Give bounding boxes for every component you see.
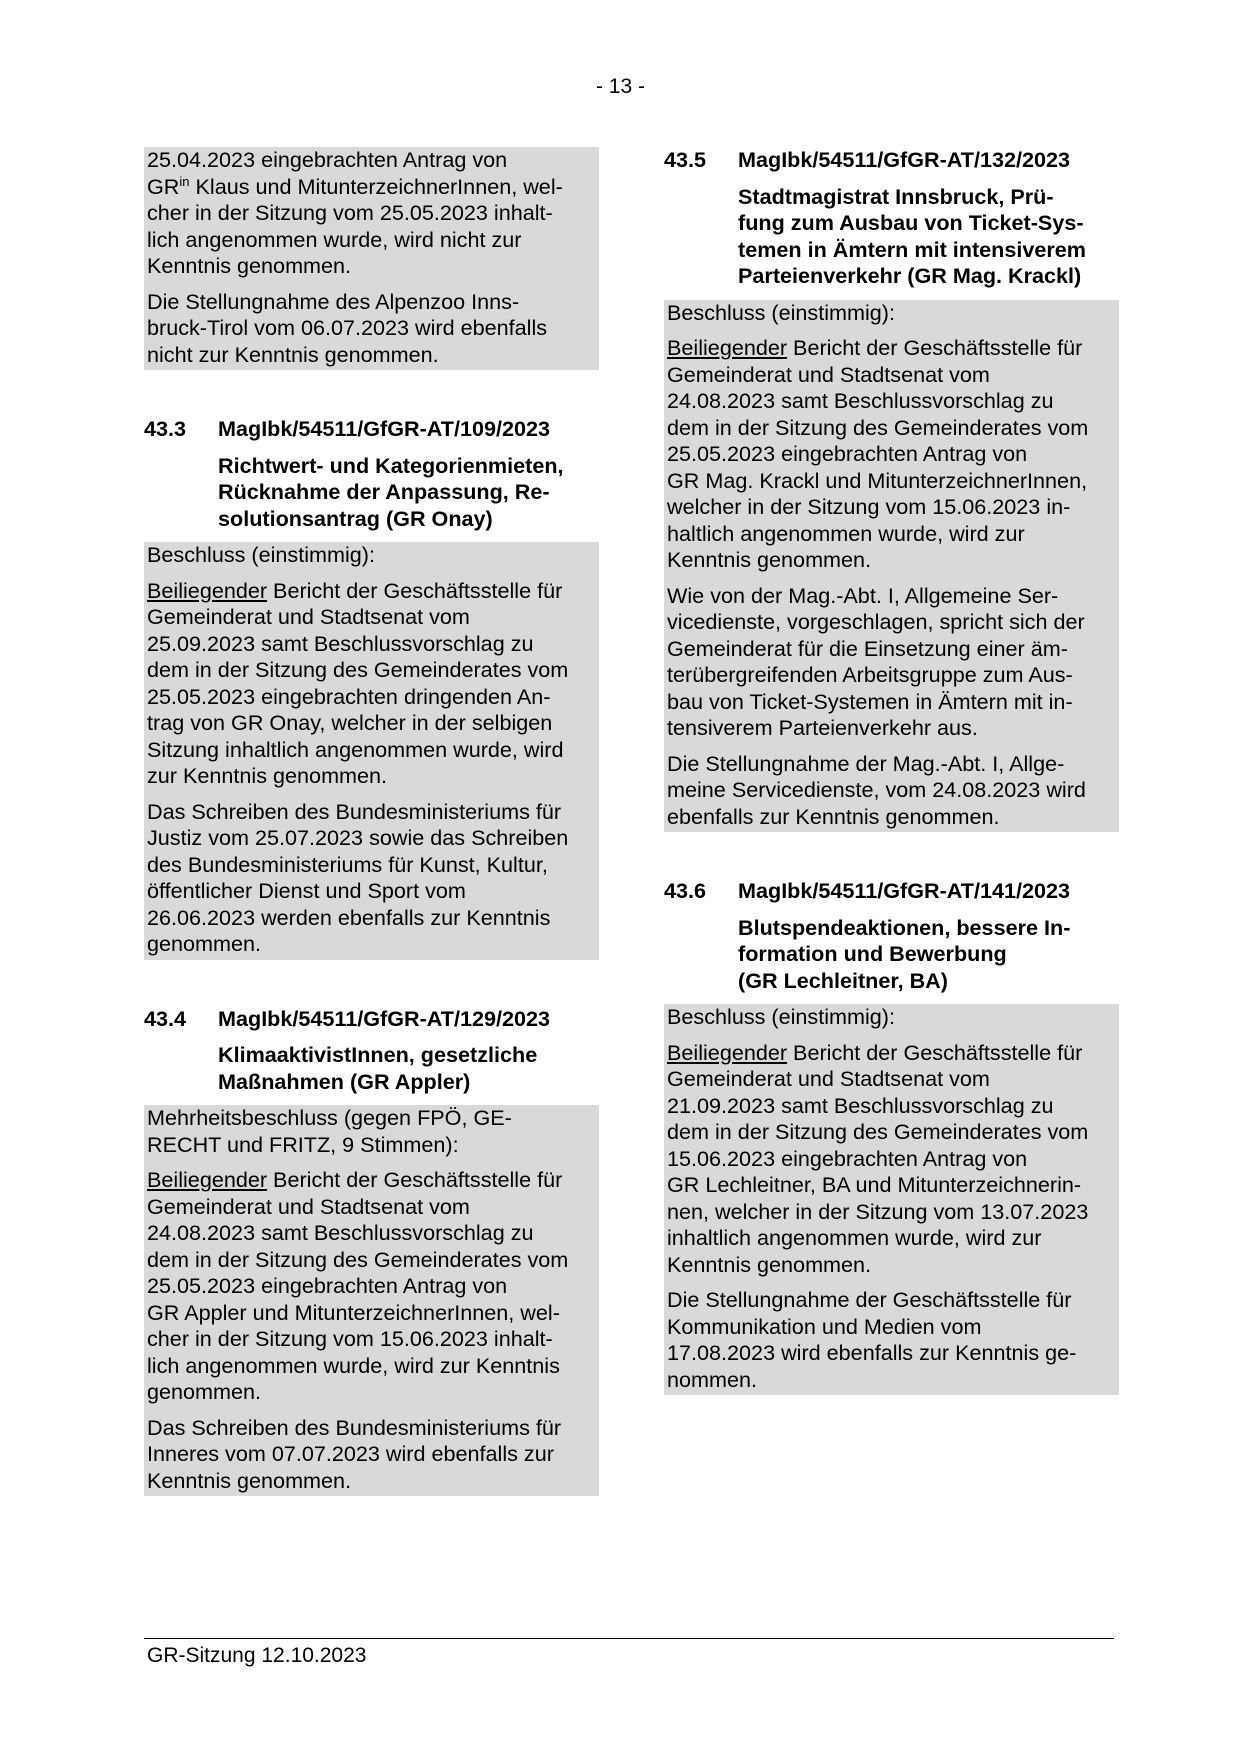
section-43-6-decision-box xyxy=(664,1004,1119,1395)
section-43-6-title: Blutspendeaktionen, bessere In- formation und Bewerbung (GR Lechleitner, BA) xyxy=(738,914,1071,993)
section-43-4-heading xyxy=(144,1006,599,1033)
underlined-word: Beiliegender xyxy=(667,335,788,360)
decision-label: Beschluss (einstimmig): xyxy=(667,299,895,325)
decision-paragraph-2: Wie von der Mag.-Abt. I, Allgemeine Ser- vicedienste, vorgeschlagen, spricht sich der Gemeinderat für die Einsetzung einer äm- terübergreifenden Arbeitsgruppe zum Aus- bau von Ticket-Systemen in Ämtern mit in- tensiverem Parteienverkehr aus. xyxy=(667,582,1085,740)
page-number: - 13 - xyxy=(595,75,645,98)
decision-label: Mehrheitsbeschluss (gegen FPÖ, GE- RECHT und FRITZ, 9 Stimmen): xyxy=(147,1105,512,1157)
paragraph-text: Bericht der Geschäftsstelle für Gemeinderat und Stadtsenat vom 21.09.2023 samt Beschlussvorschlag zu dem in der Sitzung des Gemeinderates vom 15.06.2023 eingebrachten Antrag von GR Lechleitner, BA und Mitunterzeichnerin- nen, welcher in der Sitzung vom 13.07.2023 inhaltlich angenommen wurde, wird zur Kenntnis genommen. xyxy=(667,1039,1089,1277)
decision-paragraph-2: Das Schreiben des Bundesministeriums für Justiz vom 25.07.2023 sowie das Schreiben des Bundesministeriums für Kunst, Kultur, öffentlicher Dienst und Sport vom 26.06.2023 werden ebenfalls zur Kenntnis genommen. xyxy=(147,798,569,956)
underlined-word: Beiliegender xyxy=(147,1167,268,1192)
right-column xyxy=(664,147,1119,1395)
decision-paragraph-3: Die Stellungnahme der Mag.-Abt. I, Allge- meine Servicedienste, vom 24.08.2023 wird ebenfalls zur Kenntnis genommen. xyxy=(667,750,1086,829)
continued-text-a: 25.04.2023 eingebrachten Antrag von GR xyxy=(147,147,508,199)
section-43-3-title: Richtwert- und Kategorienmieten, Rücknahme der Anpassung, Re- solutionsantrag (GR Onay) xyxy=(218,452,564,531)
decision-paragraph-2: Das Schreiben des Bundesministeriums für Inneres vom 07.07.2023 wird ebenfalls zur Kenntnis genommen. xyxy=(147,1414,562,1493)
continued-paragraph-1 xyxy=(147,147,594,280)
section-reference: MagIbk/54511/GfGR-AT/132/2023 xyxy=(738,147,1071,172)
decision-label: Beschluss (einstimmig): xyxy=(147,542,375,567)
section-number: 43.5 xyxy=(664,147,707,172)
section-number: 43.6 xyxy=(664,878,707,903)
section-number: 43.3 xyxy=(144,416,187,441)
footer-divider xyxy=(144,1638,1114,1639)
continued-text-b: Klaus und MitunterzeichnerInnen, wel- cher in der Sitzung vom 25.05.2023 inhalt- lich angenommen wurde, wird nicht zur Kenntnis genommen. xyxy=(147,173,563,278)
decision-paragraph-1 xyxy=(667,335,1114,574)
continued-paragraph-2: Die Stellungnahme des Alpenzoo Inns- bruck-Tirol vom 06.07.2023 wird ebenfalls nicht zur Kenntnis genommen. xyxy=(147,288,548,367)
section-43-4-title: KlimaaktivistInnen, gesetzliche Maßnahmen (GR Appler) xyxy=(218,1042,538,1094)
section-43-3-decision-box xyxy=(144,542,599,960)
section-43-6-heading xyxy=(664,878,1119,905)
section-reference: MagIbk/54511/GfGR-AT/109/2023 xyxy=(218,416,551,441)
superscript-in: in xyxy=(179,173,190,189)
section-43-4-decision-box xyxy=(144,1105,599,1496)
section-43-5-decision-box xyxy=(664,300,1119,833)
section-reference: MagIbk/54511/GfGR-AT/141/2023 xyxy=(738,878,1071,903)
continued-decision-box xyxy=(144,147,599,370)
decision-paragraph-1 xyxy=(147,1167,594,1406)
left-column xyxy=(144,147,599,1496)
decision-paragraph-2: Die Stellungnahme der Geschäftsstelle für Kommunikation und Medien vom 17.08.2023 wird ebenfalls zur Kenntnis ge- nommen. xyxy=(667,1287,1077,1392)
section-43-3-heading xyxy=(144,416,599,443)
section-43-5-title: Stadtmagistrat Innsbruck, Prü- fung zum Ausbau von Ticket-Sys- temen in Ämtern mit intensiverem Parteienverkehr (GR Mag. Krackl) xyxy=(738,183,1086,288)
underlined-word: Beiliegender xyxy=(667,1039,788,1065)
decision-paragraph-1 xyxy=(667,1040,1114,1279)
paragraph-text: Bericht der Geschäftsstelle für Gemeinderat und Stadtsenat vom 25.09.2023 samt Beschlussvorschlag zu dem in der Sitzung des Gemeinderates vom 25.05.2023 eingebrachten dringenden An- trag von GR Onay, welcher in der selbigen Sitzung inhaltlich angenommen wurde, wird zur Kenntnis genommen. xyxy=(147,577,569,788)
section-number: 43.4 xyxy=(144,1005,187,1031)
underlined-word: Beiliegender xyxy=(147,577,268,603)
section-43-5-heading xyxy=(664,147,1119,174)
footer-session-date: GR-Sitzung 12.10.2023 xyxy=(147,1644,367,1667)
section-reference: MagIbk/54511/GfGR-AT/129/2023 xyxy=(218,1005,551,1031)
paragraph-text: Bericht der Geschäftsstelle für Gemeinderat und Stadtsenat vom 24.08.2023 samt Beschlussvorschlag zu dem in der Sitzung des Gemeinderates vom 25.05.2023 eingebrachten Antrag von GR Appler und MitunterzeichnerInnen, wel- cher in der Sitzung vom 15.06.2023 inhalt- lich angenommen wurde, wird zur Kenntnis genommen. xyxy=(147,1167,569,1404)
decision-paragraph-1 xyxy=(147,578,594,790)
paragraph-text: Bericht der Geschäftsstelle für Gemeinderat und Stadtsenat vom 24.08.2023 samt Beschlussvorschlag zu dem in der Sitzung des Gemeinderates vom 25.05.2023 eingebrachten Antrag von GR Mag. Krackl und MitunterzeichnerInnen, welcher in der Sitzung vom 15.06.2023 in- haltlich angenommen wurde, wird zur Kenntnis genommen. xyxy=(667,335,1089,572)
decision-label: Beschluss (einstimmig): xyxy=(667,1004,895,1029)
